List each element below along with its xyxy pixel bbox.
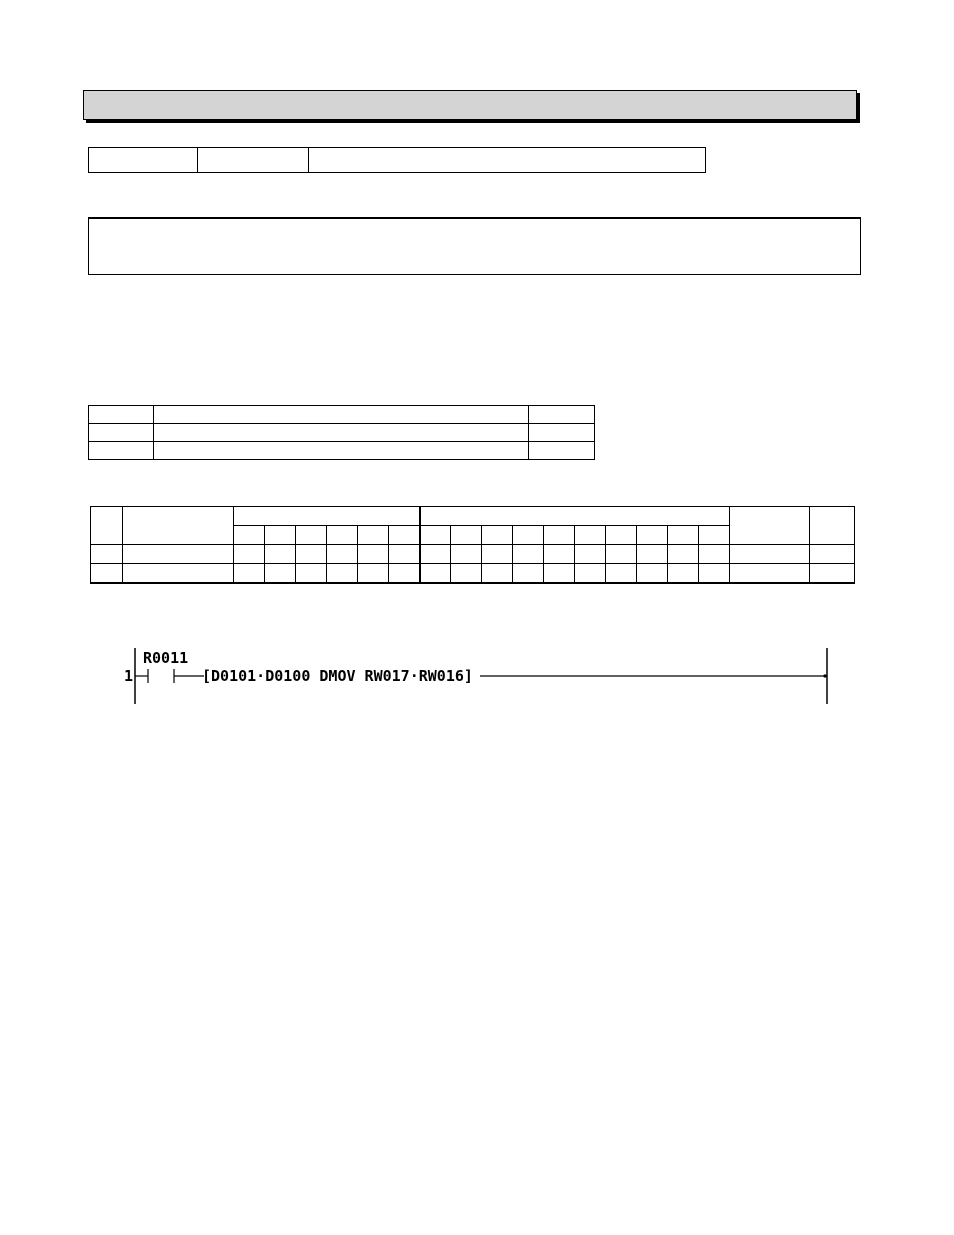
normally-open-contact-icon <box>148 669 174 683</box>
section-title-bar <box>83 90 857 120</box>
header-cell-3 <box>309 148 706 173</box>
usable-devices-table <box>90 506 855 584</box>
table-row <box>89 424 595 442</box>
table-row <box>91 564 855 584</box>
contact-label: R0011 <box>143 649 189 667</box>
parameter-table <box>88 405 595 460</box>
instruction-header-table <box>88 147 706 173</box>
header-cell-1 <box>89 148 198 173</box>
table-row <box>89 442 595 460</box>
ladder-diagram <box>120 640 840 710</box>
table-row <box>91 507 855 526</box>
header-cell-2 <box>198 148 309 173</box>
table-row <box>91 545 855 564</box>
function-description-box <box>88 217 861 275</box>
rung-number: 1 <box>124 667 134 685</box>
dmov-instruction-box: [D0101·D0100 DMOV RW017·RW016] <box>202 667 473 685</box>
table-row <box>89 406 595 424</box>
